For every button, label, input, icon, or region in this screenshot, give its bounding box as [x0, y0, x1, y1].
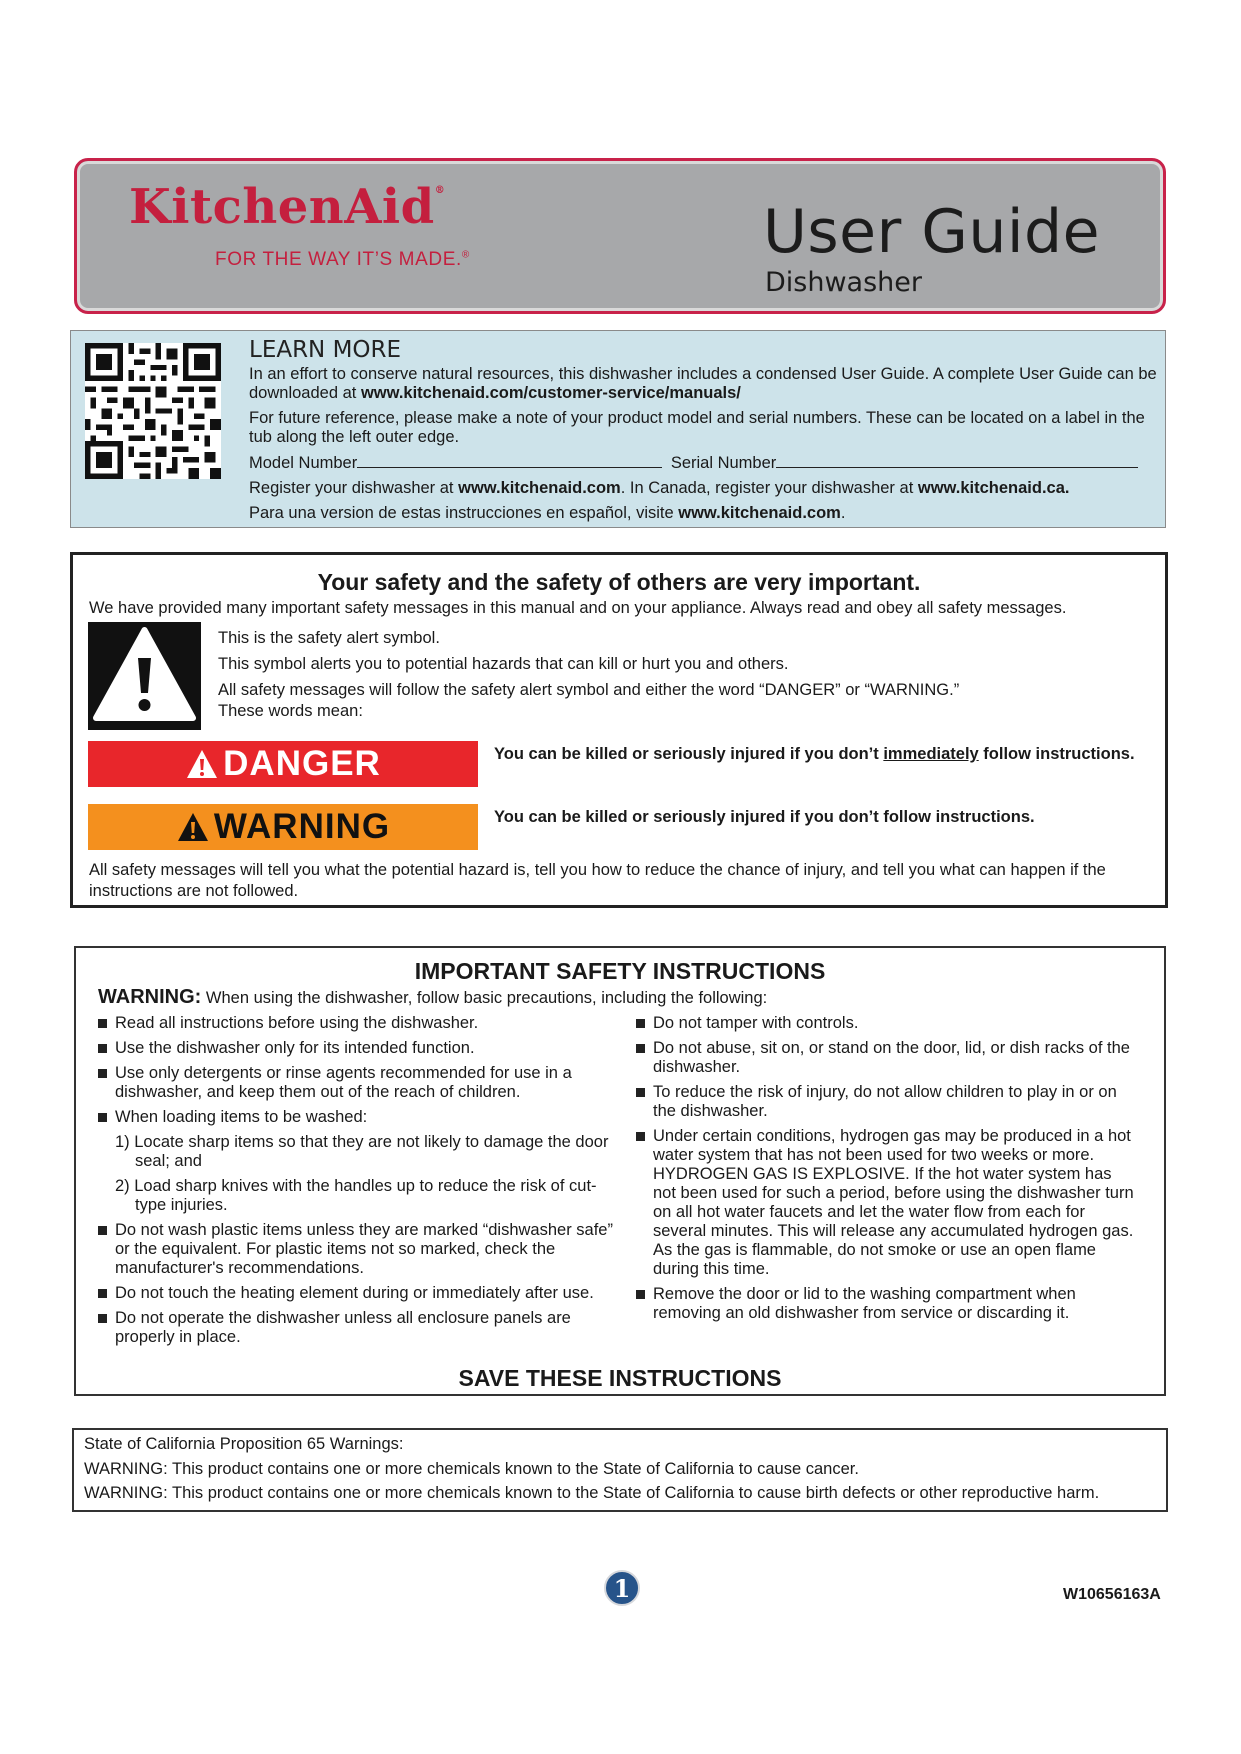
- page-title: User Guide: [763, 197, 1101, 267]
- learn-more-heading: LEARN MORE: [249, 337, 402, 363]
- sub-list-item: 1) Locate sharp items so that they are not likely to damage the door seal; and: [115, 1133, 609, 1170]
- serial-number-label: Serial Number: [670, 454, 777, 472]
- safety-panel: [70, 552, 1168, 908]
- list-item: Do not wash plastic items unless they are marked “dishwasher safe” or the equivalent. For plastic items not so marked, check the manufacturer's recommendations.: [98, 1221, 618, 1278]
- brand-tagline: FOR THE WAY IT’S MADE.®: [215, 249, 470, 270]
- bullet-icon: [636, 1044, 645, 1053]
- list-item: To reduce the risk of injury, do not allow children to play in or on the dishwasher.: [636, 1083, 1136, 1121]
- header-banner: [74, 158, 1166, 314]
- serial-number-field[interactable]: [776, 453, 1138, 468]
- bullet-icon: [98, 1069, 107, 1078]
- page-subtitle: Dishwasher: [765, 267, 922, 298]
- prop65-panel: [72, 1428, 1168, 1512]
- learn-more-panel: [70, 330, 1166, 528]
- bullet-icon: [98, 1044, 107, 1053]
- save-instructions-heading: SAVE THESE INSTRUCTIONS: [458, 1365, 782, 1391]
- list-item: When loading items to be washed:: [98, 1108, 618, 1127]
- alert-line: All safety messages will follow the safety alert symbol and either the word “DANGER” or “WARNING.”: [218, 681, 960, 699]
- danger-label: DANGER: [88, 741, 478, 787]
- register-link-us[interactable]: www.kitchenaid.com: [458, 479, 621, 497]
- document-code: W10656163A: [1063, 1586, 1161, 1603]
- alert-line: This symbol alerts you to potential hazards that can kill or hurt you and others.: [218, 655, 789, 673]
- prop65-warning-reproductive: WARNING: This product contains one or more chemicals known to the State of California to cause birth defects or other reproductive harm.: [84, 1484, 1100, 1502]
- learn-more-text: [249, 337, 1159, 529]
- safety-alert-icon: [88, 622, 201, 730]
- list-item: Under certain conditions, hydrogen gas may be produced in a hot water system that has not been used for two weeks or more. HYDROGEN GAS IS EXPLOSIVE. If the hot water system has not been used for such a period, before using the dishwasher turn on all hot water faucets and let the water flow from each for several minutes. This will release any accumulated hydrogen gas. As the gas is flammable, do not smoke or use an open flame during this time.: [636, 1127, 1136, 1279]
- bullet-icon: [98, 1226, 107, 1235]
- safety-footer-text: All safety messages will tell you what the potential hazard is, tell you how to reduce the chance of injury, and tell you what can happen if the instructions are not followed.: [89, 861, 1106, 900]
- warning-triangle-icon: [176, 811, 210, 843]
- register-link-ca[interactable]: www.kitchenaid.ca.: [917, 479, 1070, 497]
- warning-definition: You can be killed or seriously injured if you don’t follow instructions.: [494, 808, 1035, 826]
- model-serial-fields: [249, 453, 1159, 473]
- qr-code-icon[interactable]: [85, 343, 221, 479]
- bullet-icon: [636, 1290, 645, 1299]
- important-safety-instructions: [74, 946, 1166, 1396]
- model-number-label: Model Number: [249, 454, 358, 472]
- prop65-title: State of California Proposition 65 Warnings:: [84, 1435, 404, 1453]
- safety-intro: We have provided many important safety messages in this manual and on your appliance. Always read and obey all safety messages.: [89, 599, 1067, 617]
- list-item: Remove the door or lid to the washing compartment when removing an old dishwasher from service or discarding it.: [636, 1285, 1136, 1323]
- manuals-link[interactable]: www.kitchenaid.com/customer-service/manuals/: [360, 384, 741, 402]
- bullet-icon: [98, 1019, 107, 1028]
- serial-note: For future reference, please make a note of your product model and serial numbers. These can be located on a label in the tub along the left outer edge.: [249, 409, 1145, 446]
- instructions-left-column: [98, 1014, 618, 1353]
- bullet-icon: [98, 1289, 107, 1298]
- list-item: Do not tamper with controls.: [636, 1014, 1136, 1033]
- brand-logo: KitchenAid®: [129, 179, 446, 235]
- list-item: Read all instructions before using the dishwasher.: [98, 1014, 618, 1033]
- alert-line: These words mean:: [218, 702, 363, 720]
- bullet-icon: [98, 1314, 107, 1323]
- alert-line: This is the safety alert symbol.: [218, 629, 440, 647]
- sub-list-item: 2) Load sharp knives with the handles up to reduce the risk of cut-type injuries.: [115, 1177, 597, 1214]
- bullet-icon: [636, 1088, 645, 1097]
- prop65-warning-cancer: WARNING: This product contains one or more chemicals known to the State of California to cause cancer.: [84, 1459, 859, 1478]
- list-item: Do not touch the heating element during or immediately after use.: [98, 1284, 618, 1303]
- warning-triangle-icon: [185, 748, 219, 780]
- alert-description: [218, 629, 959, 728]
- spanish-link[interactable]: www.kitchenaid.com: [678, 504, 841, 522]
- model-number-field[interactable]: [357, 453, 662, 468]
- page-number: 1: [604, 1570, 640, 1606]
- bullet-icon: [98, 1113, 107, 1122]
- warning-label: WARNING: [88, 804, 478, 850]
- list-item: Use the dishwasher only for its intended function.: [98, 1039, 618, 1058]
- danger-definition: You can be killed or seriously injured if you don’t immediately follow instructions.: [494, 745, 1135, 763]
- learn-more-paragraph: In an effort to conserve natural resources, this dishwasher includes a condensed User Guide. A complete User Guide can be downloaded at www.kitchenaid.com/customer-service/manuals/: [249, 365, 1157, 402]
- bullet-icon: [636, 1019, 645, 1028]
- bullet-icon: [636, 1132, 645, 1141]
- list-item: Use only detergents or rinse agents recommended for use in a dishwasher, and keep them out of the reach of children.: [98, 1064, 618, 1102]
- safety-heading: Your safety and the safety of others are very important.: [317, 569, 921, 595]
- instructions-right-column: [636, 1014, 1136, 1329]
- instructions-heading: IMPORTANT SAFETY INSTRUCTIONS: [414, 958, 826, 984]
- spanish-note: Para una version de estas instrucciones en español, visite www.kitchenaid.com.: [249, 504, 846, 522]
- instructions-warning: WARNING: When using the dishwasher, follow basic precautions, including the following:: [98, 986, 768, 1008]
- list-item: Do not operate the dishwasher unless all enclosure panels are properly in place.: [98, 1309, 618, 1347]
- register-note: Register your dishwasher at www.kitchenaid.com. In Canada, register your dishwasher at www.kitchenaid.ca.: [249, 479, 1070, 497]
- list-item: Do not abuse, sit on, or stand on the door, lid, or dish racks of the dishwasher.: [636, 1039, 1136, 1077]
